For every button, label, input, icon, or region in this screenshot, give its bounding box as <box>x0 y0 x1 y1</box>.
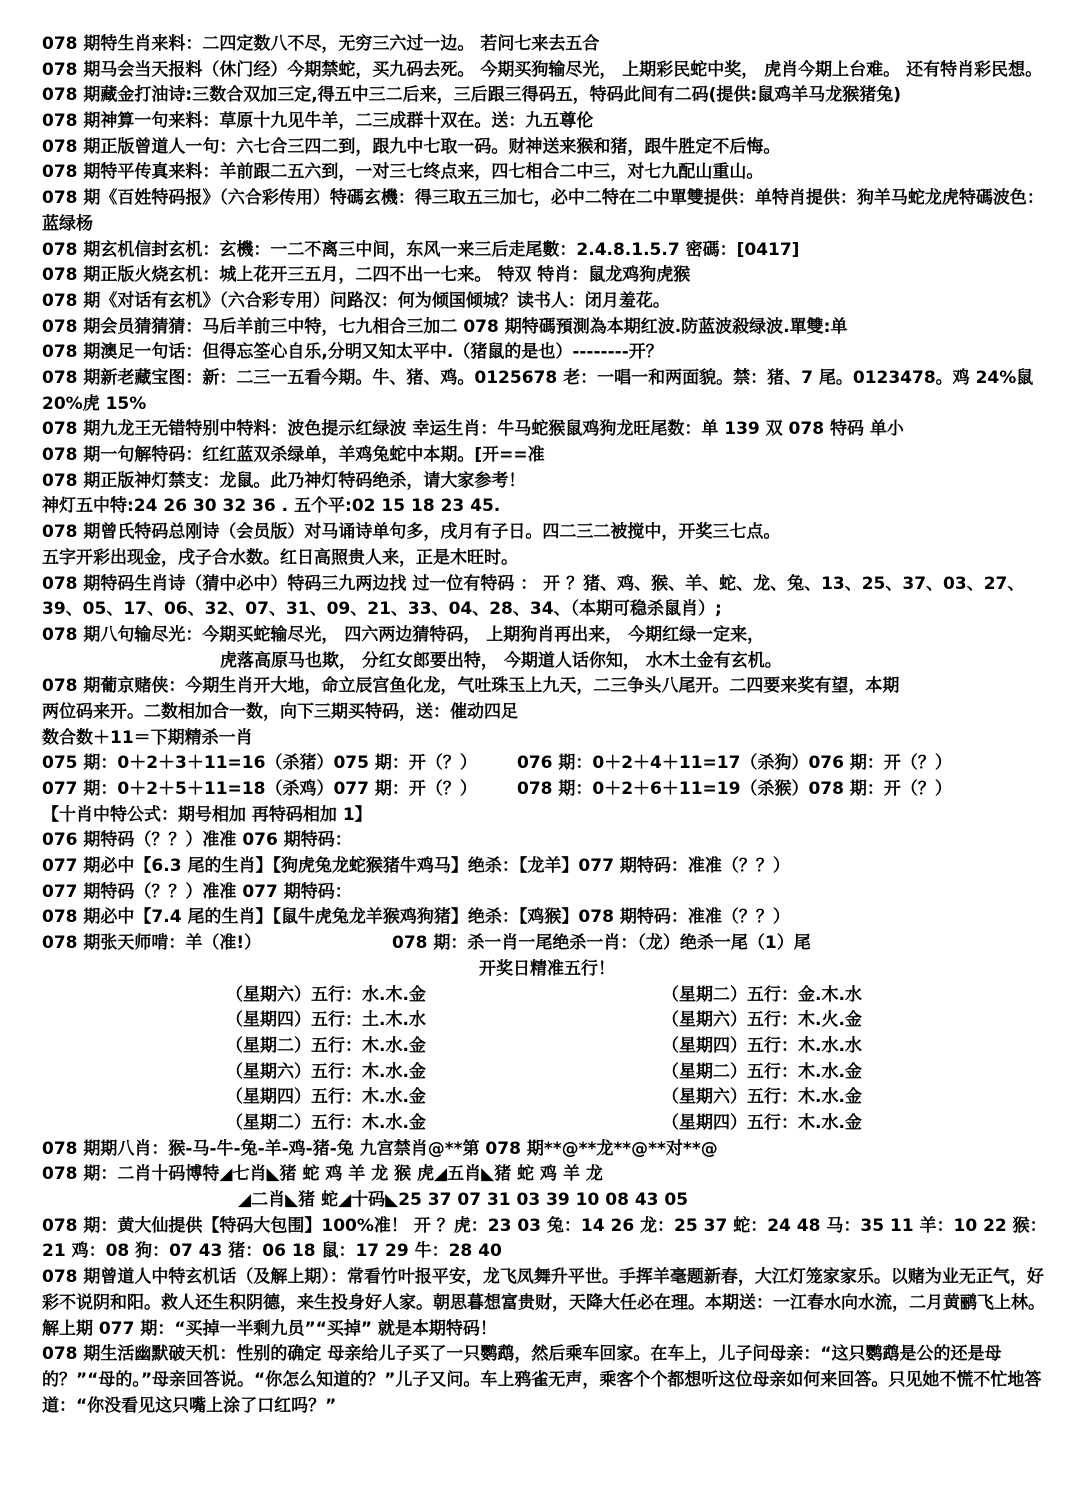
wuxing-cell: （星期四）五行：木.水.金 <box>226 1087 426 1108</box>
text-line: 078 期期八肖：猴-马-牛-兔-羊-鸡-猪-兔 九宫禁肖@**第 078 期**@**龙**@**对**@ <box>42 1138 718 1159</box>
text-line: 077 期必中【6.3 尾的生肖】【狗虎兔龙蛇猴猪牛鸡马】绝杀：【龙羊】077 期特码：准准（？？） <box>42 856 790 877</box>
formula-cell: 077 期：0＋2＋5＋11=18（杀鸡）077 期：开（？） <box>42 779 477 800</box>
text-line: 虎落高原马也欺， 分红女郎要出特， 今期道人话你知， 水木土金有玄机。 <box>220 650 782 671</box>
text-line: 076 期特码（？？）准准 076 期特码： <box>42 830 352 851</box>
text-line: 078 期藏金打油诗:三数合双加三定,得五中三二后来，三后跟三得码五，特码此间有二码(提供:鼠鸡羊马龙猴猪兔) <box>42 85 901 106</box>
wuxing-cell: （星期二）五行：木.水.金 <box>226 1112 426 1133</box>
formula-row <box>42 777 1052 803</box>
text-line: 078 期必中【7.4 尾的生肖】【鼠牛虎兔龙羊猴鸡狗猪】绝杀：【鸡猴】078 期特码：准准（？？） <box>42 907 790 928</box>
text-line: 五字开彩出现金，戌子合水数。红日高照贵人来，正是木旺时。 <box>42 547 518 568</box>
text-line: 078 期会员猜猜猜：马后羊前三中特，七九相合三加二 078 期特碼預測為本期红波.防蓝波殺绿波.單雙:单 <box>42 316 848 337</box>
text-line: 077 期特码（？？）准准 077 期特码： <box>42 881 352 902</box>
text-line: 078 期玄机信封玄机：玄機：一二不离三中间，东风一来三后走尾數：2.4.8.1.5.7 密碼：[0417] <box>42 239 800 260</box>
wuxing-cell: （星期六）五行：木.火.金 <box>662 1010 862 1031</box>
wuxing-cell: （星期四）五行：土.木.水 <box>226 1010 426 1031</box>
wuxing-cell: （星期六）五行：木.水.金 <box>662 1087 862 1108</box>
wuxing-cell: （星期二）五行：木.水.金 <box>662 1061 862 1082</box>
text-line: 078 期正版神灯禁支：龙鼠。此乃神灯特码绝杀，请大家参考！ <box>42 470 526 491</box>
text-line: 078 期澳足一句话：但得忘筌心自乐,分明又知太平中.（猪鼠的是也）--------开？ <box>42 342 663 363</box>
formula-row <box>42 751 1052 777</box>
text-line: 078 期《对话有玄机》（六合彩专用）问路汉：何为倾国倾城？读书人：闭月羞花。 <box>42 290 670 311</box>
text-line: 078 期新老藏宝图：新：二三一五看今期。牛、猪、鸡。0125678 老：一唱一和两面貌。禁：猪、7 尾。0123478。鸡 24%鼠 20%虎 15% <box>42 367 1034 414</box>
wuxing-cell: （星期四）五行：木.水.水 <box>662 1035 862 1056</box>
text-line: ◢二肖◣猪 蛇◢十码◣25 37 07 31 03 39 10 08 43 05 <box>238 1190 689 1211</box>
text-line: 【十肖中特公式：期号相加 再特码相加 1】 <box>42 804 372 825</box>
text-line: 078 期正版火烧玄机：城上花开三五月，二四不出一七来。 特双 特肖：鼠龙鸡狗虎猴 <box>42 265 691 286</box>
formula-cell: 078 期：0＋2＋6＋11=19（杀猴）078 期：开（？） <box>517 779 952 800</box>
wuxing-cell: （星期四）五行：木.水.金 <box>662 1112 862 1133</box>
formula-cell: 075 期：0＋2＋3＋11=16（杀猪）075 期：开（？） <box>42 753 477 774</box>
wuxing-cell: （星期二）五行：木.水.金 <box>226 1035 426 1056</box>
text-line: 078 期：二肖十码博特◢七肖◣猪 蛇 鸡 羊 龙 猴 虎◢五肖◣猪 蛇 鸡 羊 龙 <box>42 1164 603 1185</box>
wuxing-cell: （星期二）五行：金.木.水 <box>662 984 862 1005</box>
text-line: 078 期特码生肖诗（猜中必中）特码三九两边找 过一位有特码 ： 开 ？猪、鸡、猴、羊、蛇、龙、兔、13、25、37、03、27、39、05、17、06、32、07、31、09、21、33、04、28、34、（本期可稳杀鼠肖）; <box>42 573 1025 620</box>
wuxing-cell: （星期六）五行：木.水.金 <box>226 1061 426 1082</box>
wuxing-row <box>42 983 1052 1009</box>
text-line: 078 期特平传真来料：羊前跟二五六到，一对三七终点来，四七相合二中三，对七九配山重山。 <box>42 162 764 183</box>
wuxing-row <box>42 1008 1052 1034</box>
text-line: 078 期八句输尽光：今期买蛇输尽光， 四六两边猜特码， 上期狗肖再出来， 今期红绿一定来， <box>42 624 765 645</box>
text-line: 078 期特生肖来料：二四定数八不尽，无穷三六过一边。 若问七来去五合 <box>42 34 600 54</box>
wuxing-row <box>42 1034 1052 1060</box>
wuxing-title: 开奖日精准五行！ <box>479 958 615 979</box>
text-line: 神灯五中特:24 26 30 32 36 . 五个平:02 15 18 23 45. <box>42 496 501 517</box>
text-line: 078 期《百姓特码报》（六合彩传用）特碼玄機：得三取五三加七，必中二特在二中單雙提供：单特肖提供：狗羊马蛇龙虎特碼波色：蓝绿杨 <box>42 188 1044 234</box>
text-line: 两位码来开。二数相加合一数，向下三期买特码，送：催动四足 <box>42 701 518 722</box>
formula-cell: 076 期：0＋2＋4＋11=17（杀狗）076 期：开（？） <box>517 753 952 774</box>
text-line: 078 期一句解特码：红红蓝双杀绿单，羊鸡兔蛇中本期。[开==准 <box>42 445 545 466</box>
zhang-row <box>42 931 1052 957</box>
text-line: 078 期曾道人中特玄机话（及解上期）：常看竹叶报平安，龙飞凤舞升平世。手挥羊毫题新春，大江灯笼家家乐。以赌为业无正气，好彩不说阴和阳。救人还生积阴德，来生投身好人家。朝思暮想富贵财，天降大任必在理。本期送：一江春水向水流，二月黄鹂飞上林。解上期 077 期：“买掉一半剩九员”“买掉” 就是本期特码！ <box>42 1267 1045 1339</box>
wuxing-row <box>42 1111 1052 1137</box>
document-body <box>42 32 1052 1419</box>
text-line: 078 期神算一句来料：草原十九见牛羊，二三成群十双在。送：九五尊伦 <box>42 111 594 132</box>
text-line: 078 期马会当天报料（休门经）今期禁蛇，买九码去死。 今期买狗输尽光， 上期彩民蛇中奖， 虎肖今期上台难。 还有特肖彩民想。 <box>42 59 1043 80</box>
text-line: 078 期葡京赌侠：今期生肖开大地，命立辰宫鱼化龙，气吐珠玉上九天，二三争头八尾开。二四要来奖有望，本期 <box>42 676 900 697</box>
text-line: 078 期曾氏特码总刚诗（会员版）对马诵诗单句多，戌月有子日。四二三二被搅中，开奖三七点。 <box>42 522 781 543</box>
wuxing-cell: （星期六）五行：水.木.金 <box>226 984 426 1005</box>
text-line: 078 期正版曾道人一句：六七合三四二到，跟九中七取一码。财神送来猴和猪，跟牛胜定不后悔。 <box>42 136 781 157</box>
text-line: 078 期生活幽默破天机：性别的确定 母亲给儿子买了一只鹦鹉，然后乘车回家。在车上，儿子问母亲：“这只鹦鹉是公的还是母的？”“母的。”母亲回答说。“你怎么知道的？”儿子又问。车上鸦雀无声，乘客个个都想听这位母亲如何来回答。只见她不慌不忙地答道：“你没看见这只嘴上涂了口红吗？” <box>42 1344 1042 1416</box>
zhang-right: 078 期：杀一肖一尾绝杀一肖：（龙）绝杀一尾（1）尾 <box>392 933 811 954</box>
zhang-left: 078 期张天师啃：羊（准!） <box>42 933 262 954</box>
wuxing-row <box>42 1060 1052 1086</box>
wuxing-row <box>42 1085 1052 1111</box>
text-line: 078 期九龙王无错特别中特料：波色提示红绿波 幸运生肖：牛马蛇猴鼠鸡狗龙旺尾数：单 139 双 078 特码 单小 <box>42 419 904 440</box>
text-line: 数合数＋11＝下期精杀一肖 <box>42 727 253 748</box>
text-line: 078 期：黄大仙提供【特码大包围】100%准！ 开 ？虎：23 03 兔：14 26 龙：25 37 蛇：24 48 马：35 11 羊：10 22 猴：21 鸡：08 狗：07 43 猪：06 18 鼠：17 29 牛：28 40 <box>42 1215 1047 1262</box>
